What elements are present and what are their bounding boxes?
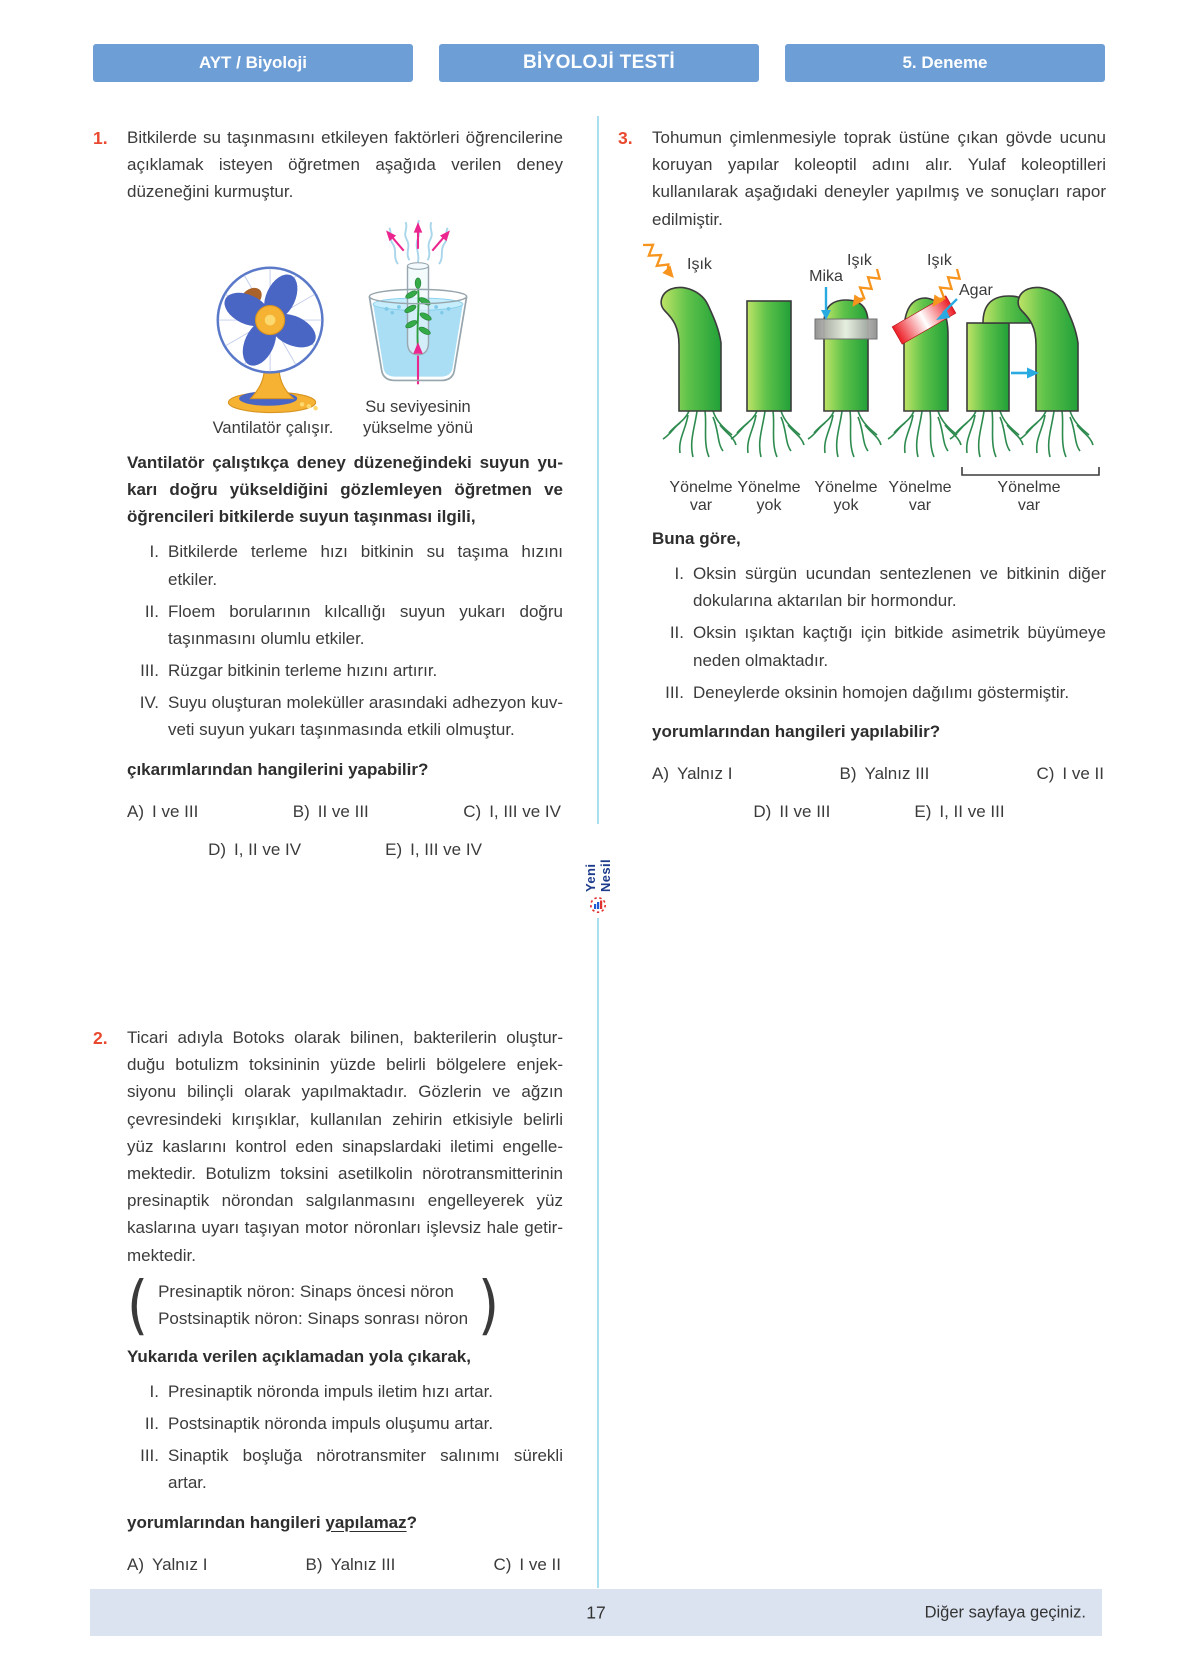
list-item: III. Sinaptik boşluğa nörotransmiter salınımı sürekli artar. [140,1446,563,1493]
question-3-text: Tohumun çimlenmesiyle toprak üstüne çıkan gövde ucunu koruyan yapılar koleoptil adını alır. Yulaf koleoptilleri kullanılarak aşağıdaki deneyler yapılmış ve sonuçları rapor edilmiştir. [652,128,1106,229]
option-a: A) Yalnız I [127,1554,208,1574]
result-label: Yönelme [888,478,952,496]
underlined-word: yapılamaz [325,1512,407,1532]
question-3-items [652,560,1106,706]
beaker-caption-line1: Su seviyesinin [365,397,471,416]
option-c: C) I ve II [1036,764,1104,784]
question-1-figures [127,220,563,439]
open-paren: ( [127,1267,149,1343]
question-2 [93,1024,563,1616]
list-item: I. Oksin sürgün ucundan sentezlenen ve bitkinin diğer dokularına aktarılan bir hormondur. [674,563,1106,611]
list-item: II. Floem borularının kılcallığı suyun yukarı doğru taşınmasını olumlu etkiler. [144,601,563,648]
fan-caption: Vantilatör çalışır. [212,418,334,437]
list-item: II. Oksin ışıktan kaçtığı için bitkide asimetrik büyümeye neden olmaktadır. [669,623,1106,670]
option-b: B) Yalnız III [839,764,930,784]
option-d: D) II ve III [753,802,831,822]
question-3-number: 3. [618,128,633,148]
option-b: B) II ve III [292,801,369,821]
option-e: E) I, III ve IV [385,840,482,860]
result-label: var [908,496,932,514]
list-item: I. Presinaptik nöronda impuls iletim hızı artar. [149,1381,494,1401]
note-line-1: Presinaptik nöron: Sinaps öncesi nöron [158,1282,454,1302]
question-3-lead: Buna göre, [652,528,741,548]
light-label-1: Işık [687,255,712,273]
question-1-options-row2 [127,836,563,863]
brand-logo-icon [589,896,607,914]
question-2-items [127,1378,563,1497]
result-label: yok [756,496,782,514]
result-label: Yönelme [737,478,801,496]
coleoptile-experiment-figure [621,243,1107,515]
brand-name: Yeni Nesil [583,858,613,892]
question-2-text: Ticari adıyla Botoks olarak bilinen, bakterilerin oluşturduğu botulizm toksininin yüzde belirli bölgelere enjeksiyonu bilinçli olarak yapılmaktadır. Gözlerin ve ağzın çevresindeki kırışıklar, kullanılan zehirin etkisiyle belirli yüz kaslarını kontrol eden sinapslardaki iletimi engellemektedir. Botulizm toksini asetilkolin nörotransmitterinin presinaptik nörondan salgılanmasını engelleyerek yüz kaslarına uyarı taşıyan motor nöronları işlevsiz hale getirmektedir. [127,1028,563,1265]
question-2-number: 2. [93,1028,108,1048]
fan-figure [210,260,336,439]
mika-band [815,319,877,339]
question-2-note [127,1267,563,1343]
option-a: A) Yalnız I [652,764,733,784]
question-1-options-row1 [127,798,563,825]
option-e: E) I, II ve III [914,802,1005,822]
question-3-stem: yorumlarından hangileri yapılabilir? [652,721,941,741]
question-3-options-row2 [652,798,1106,825]
agar-label: Agar [959,281,993,299]
mika-label: Mika [809,267,843,285]
question-1 [93,124,563,863]
beaker-caption-line2: yükselme yönü [362,418,474,437]
light-arrow-icon [848,268,884,310]
note-line-2: Postsinaptik nöron: Sinaps sonrası nöron [158,1308,469,1328]
list-item: III. Rüzgar bitkinin terleme hızını artırır. [140,661,438,681]
option-c: C) I ve II [493,1554,561,1574]
header-exam-box [785,44,1105,82]
result-label: yok [833,496,859,514]
question-1-lead: Vantilatör çalıştıkça deney düzeneğindeki suyun yukarı doğru yükseldiğini gözlemleyen öğretmen ve öğrencileri bitkilerde suyun taşınması ilgili, [127,452,563,527]
beaker-figure [356,220,480,439]
light-label-3: Işık [927,251,952,269]
option-b: B) Yalnız III [305,1554,396,1574]
light-label-2: Işık [847,251,872,269]
light-arrow-icon [641,243,677,282]
right-column [618,124,1106,1594]
fan-icon [210,260,336,415]
header-subject-box [93,44,413,82]
beaker-icon [356,220,480,394]
list-item: II. Postsinaptik nöronda impuls oluşumu artar. [144,1414,494,1434]
list-item: III. Deneylerde oksinin homojen dağılımı göstermiştir. [665,682,1070,702]
option-d: D) I, II ve IV [208,840,302,860]
result-label: var [689,496,713,514]
close-paren: ) [478,1267,500,1343]
left-column [93,124,563,1594]
result-label: Yönelme [814,478,878,496]
brand-mark [581,824,615,918]
list-item: IV. Suyu oluşturan moleküller arasındaki adhezyon kuvveti suyun yukarı taşınmasında etkili olmuştur. [139,693,563,740]
list-item: I. Bitkilerde terleme hızı bitkinin su taşıma hızını etkiler. [149,542,563,589]
question-2-stem: yorumlarından hangileri yapılamaz? [127,1512,418,1532]
header-test-box [439,44,759,82]
result-label: var [1017,496,1041,514]
question-1-number: 1. [93,128,108,148]
header-test-label: BİYOLOJİ TESTİ [523,52,675,73]
question-3-options-row1 [652,760,1106,787]
page-footer [90,1589,1102,1636]
question-3 [618,124,1106,825]
question-1-text: Bitkilerde su taşınmasını etkileyen faktörleri öğrencilerine açıklamak isteyen öğretmen aşağıda verilen deney düzeneğini kurmuştur. [127,128,563,202]
result-label: Yönelme [997,478,1061,496]
header-subject-label: AYT / Biyoloji [198,53,307,72]
question-1-items [127,538,563,743]
question-2-lead: Yukarıda verilen açıklamadan yola çıkarak, [127,1346,471,1366]
option-a: A) I ve III [127,801,199,821]
question-2-options-row1 [127,1551,563,1578]
next-page-note: Diğer sayfaya geçiniz. [924,1603,1086,1621]
page-header [93,44,1105,82]
option-c: C) I, III ve IV [463,801,561,821]
result-label: Yönelme [669,478,733,496]
question-1-stem: çıkarımlarından hangilerini yapabilir? [127,759,429,779]
header-exam-label: 5. Deneme [902,53,988,72]
page-number: 17 [586,1602,606,1622]
